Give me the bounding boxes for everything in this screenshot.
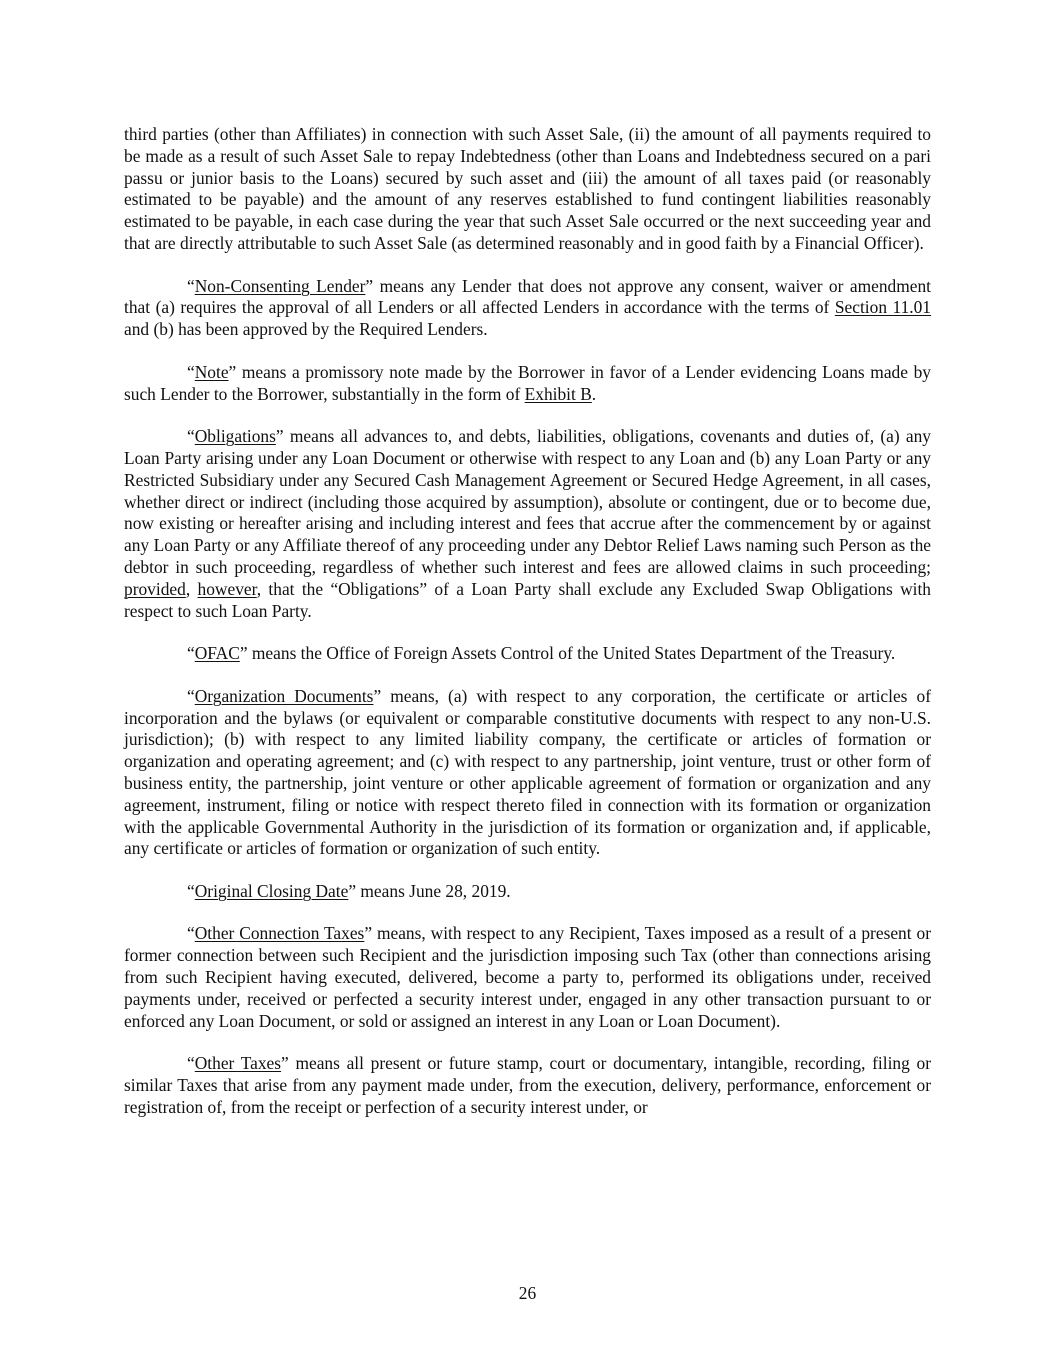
- definition-text: ” means a promissory note made by the Borrower in favor of a Lender evidencing Loans made by such Lender to the Borrower, substantially in the form of: [124, 361, 931, 404]
- defined-term: OFAC: [194, 643, 240, 664]
- defined-term: Obligations: [194, 426, 276, 447]
- document-page: [124, 124, 931, 1119]
- comma: ,: [185, 578, 198, 599]
- defined-term: Original Closing Date: [194, 880, 349, 901]
- page-number: 26: [518, 1283, 537, 1303]
- defined-term: Other Connection Taxes: [194, 923, 365, 944]
- definition-text: ” means the Office of Foreign Assets Control of the United States Department of the Treasury.: [239, 643, 896, 664]
- definition-text: ” means, (a) with respect to any corporation, the certificate or articles of incorporation and the bylaws (or equivalent or comparable constitutive documents with respect to any non-U.S. jurisdiction); (b) with respect to any limited liability company, the certificate or articles of formation or organization and operating agreement; and (c) with respect to any partnership, joint venture, trust or other form of business entity, the partnership, joint venture or other applicable agreement of formation or organization and any agreement, instrument, filing or notice with respect thereto filed in connection with its formation or organization with the applicable Governmental Authority in the jurisdiction of its formation or organization and, if applicable, any certificate or articles of formation or organization of such entity.: [124, 685, 931, 859]
- paragraph-asset-sale-continuation: [124, 124, 931, 255]
- open-quote: “: [187, 923, 195, 944]
- open-quote: “: [187, 685, 195, 706]
- open-quote: “: [187, 426, 195, 447]
- definition-text: ” means all advances to, and debts, liabilities, obligations, covenants and duties of, (a) any Loan Party arising under any Loan Document or otherwise with respect to any Loan and (b) any Loan Party or any Restricted Subsidiary under any Secured Cash Management Agreement or Secured Hedge Agreement, in all cases, whether direct or indirect (including those acquired by assumption), absolute or contingent, due or to become due, now existing or hereafter arising and including interest and fees that accrue after the commencement by or against any Loan Party or any Affiliate thereof of any proceeding under any Debtor Relief Laws naming such Person as the debtor in such proceeding, regardless of whether such interest and fees are allowed claims in such proceeding;: [124, 426, 931, 577]
- definition-note: [124, 362, 931, 406]
- open-quote: “: [187, 275, 195, 296]
- however-term: however: [197, 578, 257, 599]
- definition-text: and (b) has been approved by the Required Lenders.: [124, 319, 488, 340]
- paragraph-text: third parties (other than Affiliates) in connection with such Asset Sale, (ii) the amount of all payments required to be made as a result of such Asset Sale to repay Indebtedness (other than Loans and Indebtedness secured on a pari passu or junior basis to the Loans) secured by such asset and (iii) the amount of all taxes paid (or reasonably estimated to be payable) and the amount of any reserves established to fund contingent liabilities reasonably estimated to be payable, in each case during the year that such Asset Sale occurred or the next succeeding year and that are directly attributable to such Asset Sale (as determined reasonably and in good faith by a Financial Officer).: [124, 124, 931, 253]
- open-quote: “: [187, 361, 195, 382]
- definition-other-connection-taxes: [124, 923, 931, 1032]
- definition-obligations: [124, 426, 931, 622]
- definition-original-closing-date: [124, 881, 931, 903]
- definition-text: , that the “Obligations” of a Loan Party shall exclude any Excluded Swap Obligations with respect to such Loan Party.: [124, 578, 931, 621]
- definition-non-consenting-lender: [124, 276, 931, 341]
- open-quote: “: [187, 643, 195, 664]
- exhibit-reference: Exhibit B: [524, 383, 592, 404]
- defined-term: Organization Documents: [194, 685, 374, 706]
- open-quote: “: [187, 1053, 195, 1074]
- definition-text: ” means any Lender that does not approve any consent, waiver or amendment that (a) requires the approval of all Lenders or all affected Lenders in accordance with the terms of: [124, 275, 931, 318]
- defined-term: Note: [194, 361, 229, 382]
- section-reference: Section 11.01: [834, 297, 932, 318]
- definition-ofac: [124, 643, 931, 665]
- definition-text: ” means, with respect to any Recipient, Taxes imposed as a result of a present or former connection between such Recipient and the jurisdiction imposing such Tax (other than connections arising from such Recipient having executed, delivered, become a party to, performed its obligations under, received payments under, received or perfected a security interest under, engaged in any other transaction pursuant to or enforced any Loan Document, or sold or assigned an interest in any Loan or Loan Document).: [124, 923, 931, 1031]
- definition-text: ” means June 28, 2019.: [348, 880, 511, 901]
- provided-term: provided: [124, 578, 186, 599]
- definition-text: ” means all present or future stamp, court or documentary, intangible, recording, filing or similar Taxes that arise from any payment made under, from the execution, delivery, performance, enforcement or registration of, from the receipt or perfection of a security interest under, or: [124, 1053, 931, 1117]
- definition-organization-documents: [124, 686, 931, 860]
- open-quote: “: [187, 880, 195, 901]
- definition-text: .: [591, 383, 597, 404]
- definition-other-taxes: [124, 1053, 931, 1118]
- defined-term: Other Taxes: [194, 1053, 282, 1074]
- defined-term: Non-Consenting Lender: [194, 275, 366, 296]
